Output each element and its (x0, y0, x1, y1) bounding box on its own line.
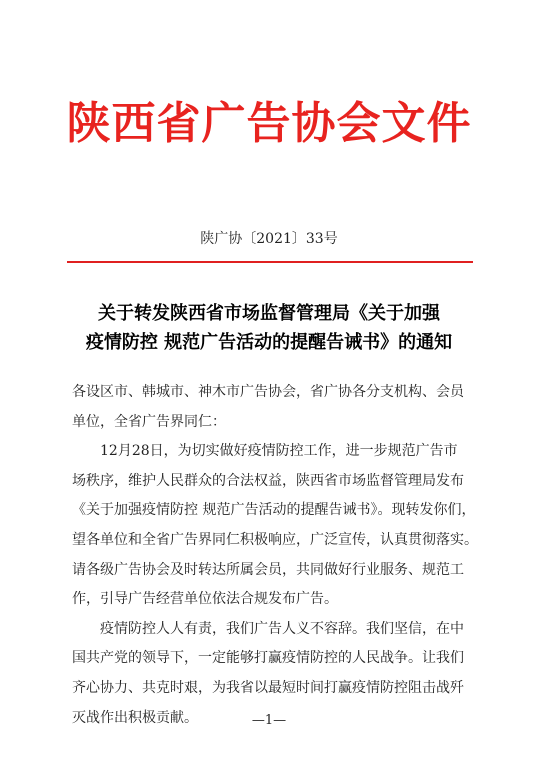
body-line: 齐心协力、共克时艰，为我省以最短时间打赢疫情防控阻击战歼 (72, 679, 464, 696)
red-divider-line (67, 261, 473, 263)
body-line: 作，引导广告经营单位依法合规发布广告。 (72, 591, 338, 608)
body-line: 《关于加强疫情防控 规范广告活动的提醒告诫书》。现转发你们， (72, 502, 476, 519)
body-line: 望各单位和全省广告界同仁积极响应，广泛宣传，认真贯彻落实。 (72, 531, 478, 548)
body-line: 单位，全省广告界同仁： (72, 413, 226, 430)
body-line: 场秩序，维护人民群众的合法权益，陕西省市场监督管理局发布 (72, 472, 464, 489)
page-number: —1— (251, 713, 287, 728)
body-line: 灭战作出积极贡献。 (72, 709, 198, 726)
body-line: 请各级广告协会及时转达所属会员，共同做好行业服务、规范工 (72, 561, 464, 578)
document-number: 陕广协〔2021〕33号 (200, 231, 338, 247)
body-line: 疫情防控人人有责，我们广告人义不容辞。我们坚信，在中 (100, 620, 464, 637)
notice-body (72, 378, 478, 733)
org-header-title: 陕西省广告协会文件 (66, 98, 472, 149)
body-line: 各设区市、韩城市、神木市广告协会，省广协各分支机构、会员 (72, 384, 464, 400)
body-line: 12月28日，为切实做好疫情防控工作，进一步规范广告市 (100, 443, 458, 460)
body-line: 国共产党的领导下，一定能够打赢疫情防控的人民战争。让我们 (72, 650, 464, 667)
notice-title-line: 关于转发陕西省市场监督管理局《关于加强 (98, 303, 440, 324)
notice-title-line: 疫情防控 规范广告活动的提醒告诫书》的通知 (85, 332, 453, 353)
notice-title (40, 299, 498, 357)
